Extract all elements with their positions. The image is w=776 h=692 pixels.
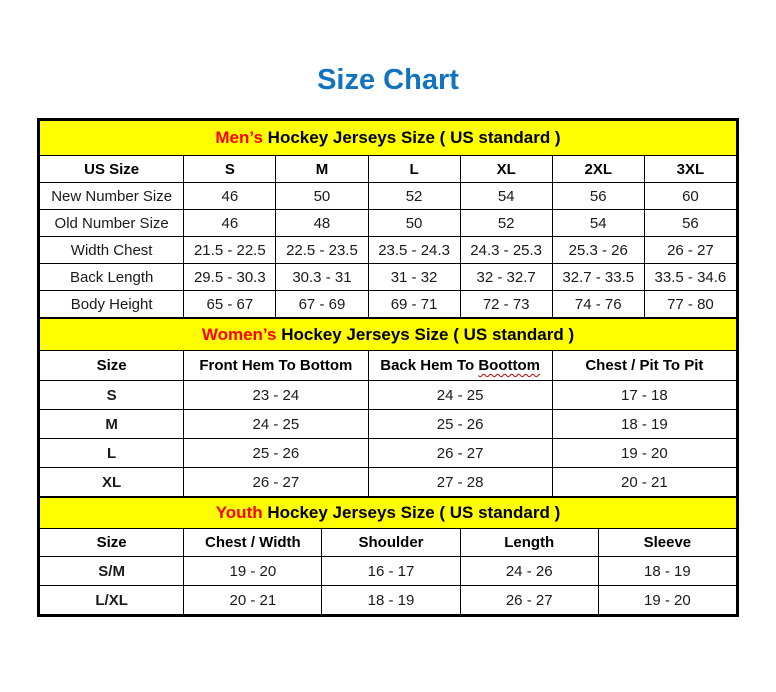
womens-size-table <box>39 318 737 497</box>
row-label: M <box>40 410 184 439</box>
size-value-cell: 24 - 25 <box>368 381 552 410</box>
column-header: 2XL <box>552 156 644 183</box>
size-value-cell: 54 <box>552 210 644 237</box>
womens-title-rest: Hockey Jerseys Size ( US standard ) <box>281 324 575 344</box>
size-value-cell: 69 - 71 <box>368 291 460 318</box>
column-header: Front Hem To Bottom <box>184 351 368 381</box>
womens-header-row <box>40 351 737 381</box>
size-value-cell: 60 <box>644 183 736 210</box>
size-value-cell: 32.7 - 33.5 <box>552 264 644 291</box>
size-value-cell: 25 - 26 <box>368 410 552 439</box>
table-row <box>40 264 737 291</box>
youth-size-table <box>39 497 737 615</box>
page-title: Size Chart <box>317 64 459 96</box>
size-value-cell: 50 <box>276 183 368 210</box>
size-value-cell: 20 - 21 <box>184 586 322 615</box>
youth-title-highlight: Youth <box>215 503 263 522</box>
size-value-cell: 52 <box>460 210 552 237</box>
size-value-cell: 30.3 - 31 <box>276 264 368 291</box>
size-chart-tables <box>37 118 739 617</box>
column-header: Chest / Pit To Pit <box>552 351 736 381</box>
size-value-cell: 23 - 24 <box>184 381 368 410</box>
size-value-cell: 20 - 21 <box>552 468 736 497</box>
mens-title-rest: Hockey Jerseys Size ( US standard ) <box>267 128 561 147</box>
size-value-cell: 26 - 27 <box>644 237 736 264</box>
row-label: New Number Size <box>40 183 184 210</box>
size-value-cell: 18 - 19 <box>598 557 736 586</box>
row-label: Body Height <box>40 291 184 318</box>
table-row <box>40 237 737 264</box>
column-header: 3XL <box>644 156 736 183</box>
youth-title-rest: Hockey Jerseys Size ( US standard ) <box>267 503 561 522</box>
size-value-cell: 48 <box>276 210 368 237</box>
size-value-cell: 77 - 80 <box>644 291 736 318</box>
size-value-cell: 56 <box>552 183 644 210</box>
table-row <box>40 183 737 210</box>
column-header: Sleeve <box>598 529 736 557</box>
column-header: XL <box>460 156 552 183</box>
womens-title-highlight: Women’s <box>201 324 277 344</box>
column-header: S <box>184 156 276 183</box>
size-value-cell: 46 <box>184 183 276 210</box>
size-value-cell: 26 - 27 <box>368 439 552 468</box>
column-header-misspelled: Back Hem To Boottom <box>368 351 552 381</box>
size-value-cell: 72 - 73 <box>460 291 552 318</box>
size-value-cell: 46 <box>184 210 276 237</box>
column-header: L <box>368 156 460 183</box>
table-row <box>40 557 737 586</box>
size-value-cell: 18 - 19 <box>552 410 736 439</box>
table-row <box>40 468 737 497</box>
womens-section-title <box>40 319 737 351</box>
table-row <box>40 381 737 410</box>
row-label: Width Chest <box>40 237 184 264</box>
size-value-cell: 17 - 18 <box>552 381 736 410</box>
size-value-cell: 50 <box>368 210 460 237</box>
size-value-cell: 26 - 27 <box>184 468 368 497</box>
mens-title-highlight: Men’s <box>215 128 263 147</box>
mens-section-title <box>40 121 737 156</box>
size-value-cell: 18 - 19 <box>322 586 460 615</box>
column-header: Size <box>40 529 184 557</box>
row-label: L/XL <box>40 586 184 615</box>
row-label: Back Length <box>40 264 184 291</box>
size-value-cell: 24 - 26 <box>460 557 598 586</box>
size-value-cell: 32 - 32.7 <box>460 264 552 291</box>
column-header: US Size <box>40 156 184 183</box>
size-value-cell: 65 - 67 <box>184 291 276 318</box>
size-value-cell: 19 - 20 <box>598 586 736 615</box>
size-value-cell: 23.5 - 24.3 <box>368 237 460 264</box>
size-value-cell: 19 - 20 <box>552 439 736 468</box>
size-value-cell: 24.3 - 25.3 <box>460 237 552 264</box>
size-value-cell: 56 <box>644 210 736 237</box>
row-label: L <box>40 439 184 468</box>
row-label: S <box>40 381 184 410</box>
table-row <box>40 291 737 318</box>
size-value-cell: 24 - 25 <box>184 410 368 439</box>
size-value-cell: 27 - 28 <box>368 468 552 497</box>
size-value-cell: 25 - 26 <box>184 439 368 468</box>
table-row <box>40 586 737 615</box>
table-row <box>40 410 737 439</box>
size-value-cell: 31 - 32 <box>368 264 460 291</box>
size-value-cell: 26 - 27 <box>460 586 598 615</box>
table-row <box>40 210 737 237</box>
size-value-cell: 21.5 - 22.5 <box>184 237 276 264</box>
size-value-cell: 22.5 - 23.5 <box>276 237 368 264</box>
size-value-cell: 29.5 - 30.3 <box>184 264 276 291</box>
size-value-cell: 52 <box>368 183 460 210</box>
column-header: Length <box>460 529 598 557</box>
size-value-cell: 25.3 - 26 <box>552 237 644 264</box>
misspelled-word: Boottom <box>478 357 540 374</box>
row-label: XL <box>40 468 184 497</box>
size-value-cell: 67 - 69 <box>276 291 368 318</box>
row-label: S/M <box>40 557 184 586</box>
column-header: Chest / Width <box>184 529 322 557</box>
table-row <box>40 439 737 468</box>
column-header: M <box>276 156 368 183</box>
size-value-cell: 74 - 76 <box>552 291 644 318</box>
row-label: Old Number Size <box>40 210 184 237</box>
size-value-cell: 19 - 20 <box>184 557 322 586</box>
column-header: Shoulder <box>322 529 460 557</box>
youth-header-row <box>40 529 737 557</box>
size-value-cell: 16 - 17 <box>322 557 460 586</box>
column-header: Size <box>40 351 184 381</box>
youth-section-title <box>40 498 737 529</box>
mens-size-table <box>39 120 737 318</box>
size-value-cell: 33.5 - 34.6 <box>644 264 736 291</box>
size-value-cell: 54 <box>460 183 552 210</box>
mens-header-row <box>40 156 737 183</box>
